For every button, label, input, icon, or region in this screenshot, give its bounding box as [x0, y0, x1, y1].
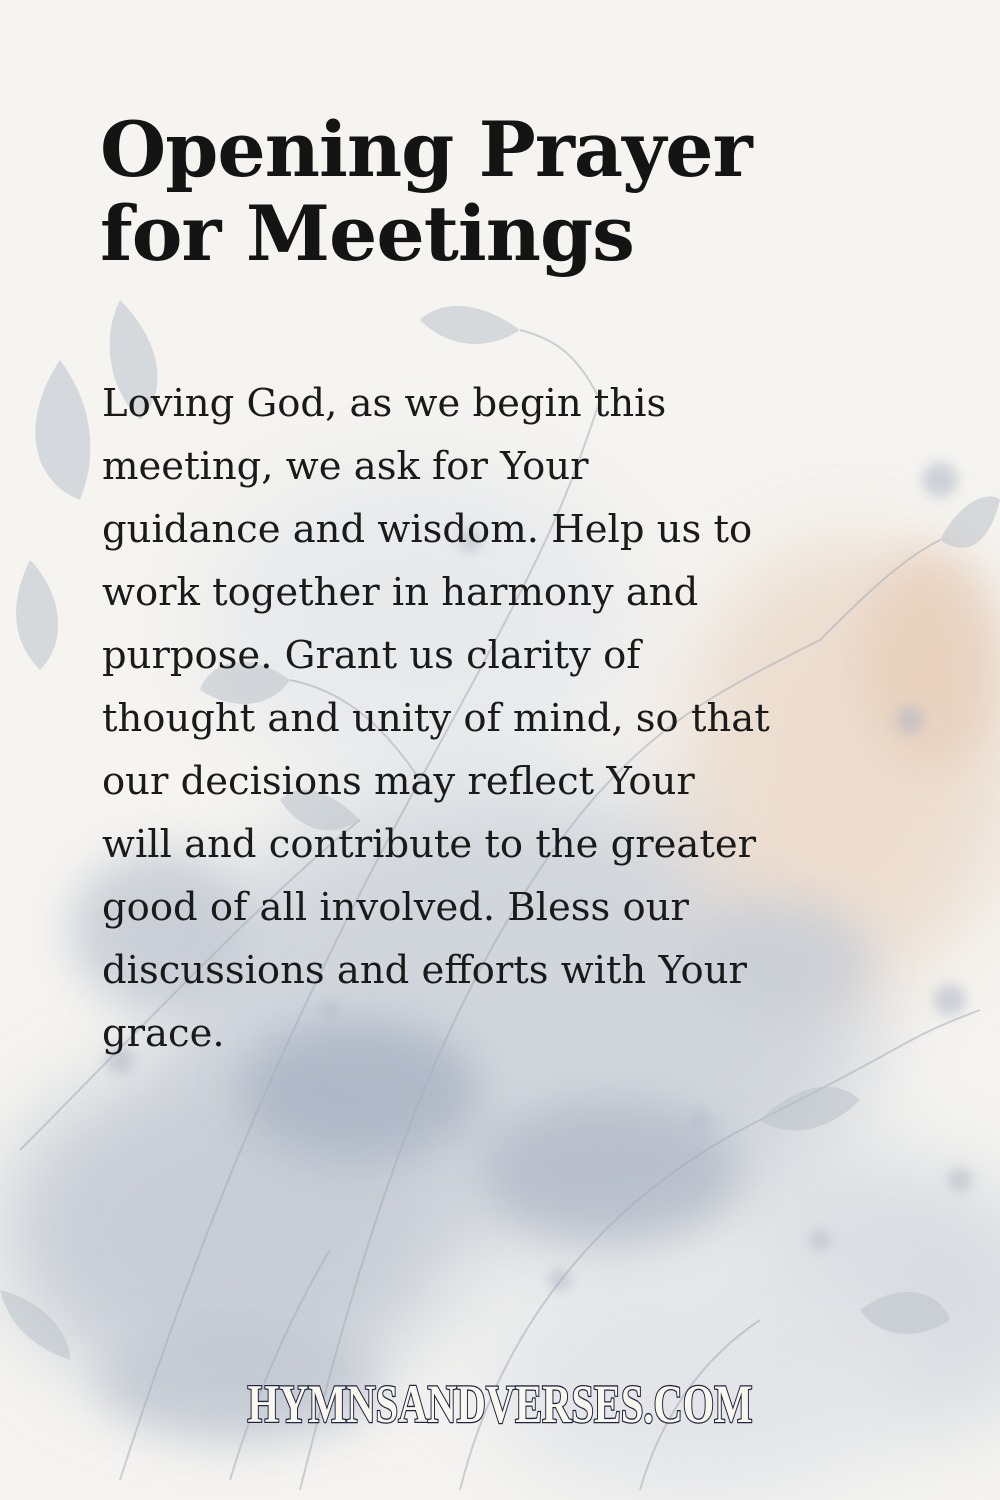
prayer-line: our decisions may reflect Your: [102, 759, 695, 804]
title-line-1: Opening Prayer: [100, 105, 752, 194]
prayer-text: [102, 372, 902, 1065]
prayer-line: meeting, we ask for Your: [102, 444, 589, 489]
prayer-line: work together in harmony and: [102, 570, 699, 615]
prayer-line: discussions and efforts with Your: [102, 948, 747, 993]
prayer-line: grace.: [102, 1011, 225, 1056]
page-title: [100, 105, 920, 278]
logo-text: HYMNSANDVERSES.COM: [247, 1374, 753, 1434]
prayer-line: purpose. Grant us clarity of: [102, 633, 641, 678]
prayer-line: Loving God, as we begin this: [102, 381, 667, 426]
title-line-2: for Meetings: [100, 189, 634, 278]
prayer-line: thought and unity of mind, so that: [102, 696, 770, 741]
prayer-line: good of all involved. Bless our: [102, 885, 689, 930]
prayer-line: will and contribute to the greater: [102, 822, 757, 867]
prayer-line: guidance and wisdom. Help us to: [102, 507, 753, 552]
site-logo: [240, 1372, 760, 1432]
